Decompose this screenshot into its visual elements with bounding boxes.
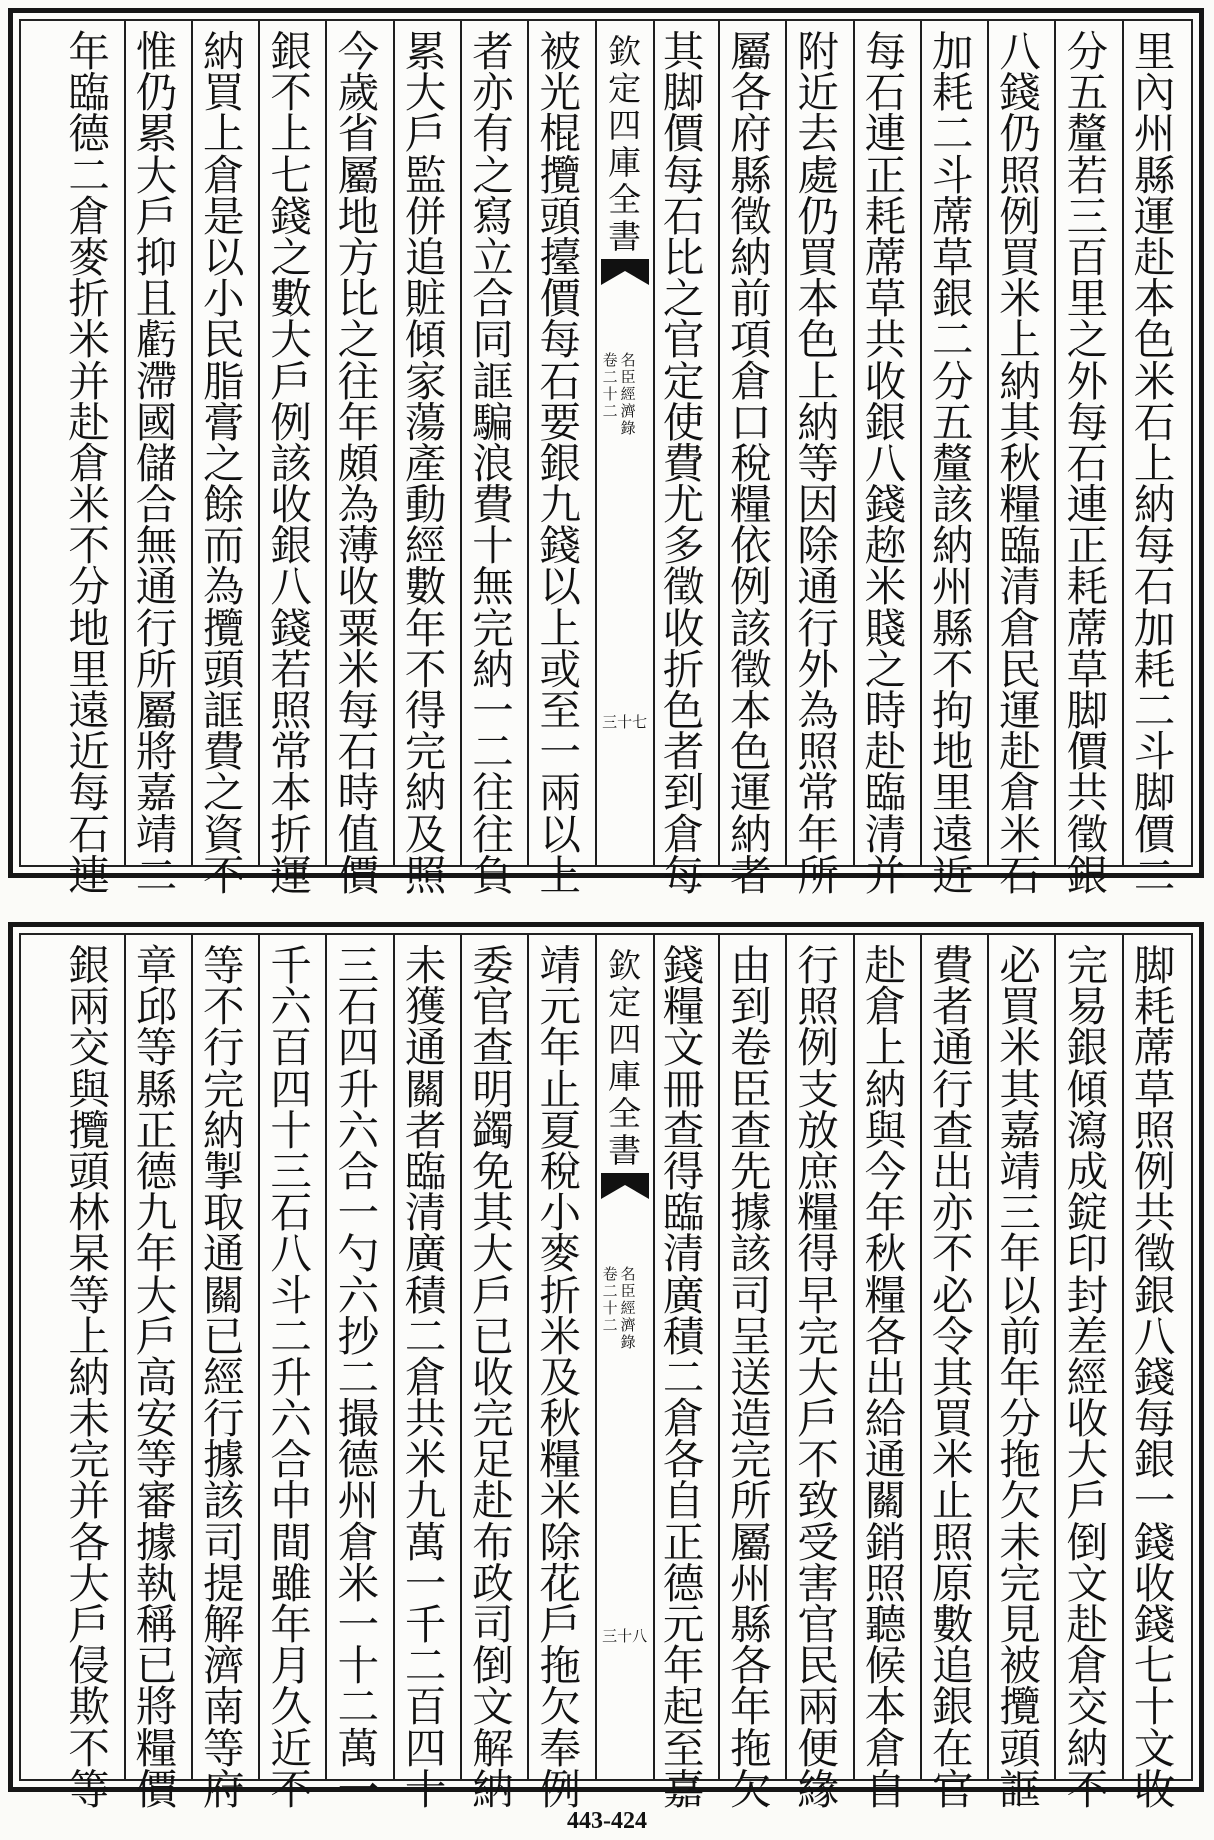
column-rule xyxy=(718,21,720,865)
column-rule xyxy=(853,935,855,1779)
text-column-left-3: 累 大 戶 監 併 追 賍 傾 家 蕩 產 動 經 數 年 不 得 完 納 及 照 xyxy=(404,27,447,900)
text-column-right-3: 必 買 米 其 嘉 靖 三 年 以 前 年 分 拖 欠 未 完 見 被 攬 頭 誆 xyxy=(999,941,1041,1814)
text-column-left-8: 年 臨 德 二 倉 麥 折 米 并 赴 倉 米 不 分 地 里 遠 近 每 石 連 xyxy=(68,27,110,900)
fishtail-mark-icon xyxy=(601,1173,649,1199)
column-rule xyxy=(393,935,395,1779)
text-column-left-4: 三 石 四 升 六 合 一 勺 六 抄 二 撮 德 州 倉 米 一 十 二 萬 一 xyxy=(337,941,380,1814)
book-name: 名 臣 經 濟 錄 xyxy=(620,1265,636,1351)
column-rule xyxy=(258,21,260,865)
text-column-right-7: 由 到 卷 臣 查 先 據 該 司 呈 送 造 完 所 屬 州 縣 各 年 拖 欠 xyxy=(730,941,772,1814)
text-column-right-1: 脚 耗 蓆 草 照 例 共 徵 銀 八 錢 每 銀 一 錢 收 錢 七 十 文 收 xyxy=(1133,941,1176,1814)
fishtail-mark-icon xyxy=(601,259,649,285)
book-name: 名 臣 經 濟 錄 xyxy=(620,351,636,437)
text-column-right-7: 屬 各 府 縣 徵 納 前 項 倉 口 稅 糧 依 例 該 徵 本 色 運 納 者 xyxy=(730,27,772,900)
column-rule xyxy=(987,935,989,1779)
column-rule xyxy=(460,21,462,865)
column-rule xyxy=(124,935,126,1779)
text-column-left-1: 靖 元 年 止 夏 稅 小 麥 折 米 及 秋 糧 米 除 花 戶 拖 欠 奉 例 xyxy=(539,941,582,1814)
column-rule xyxy=(325,935,327,1779)
column-rule xyxy=(527,935,529,1779)
column-rule xyxy=(124,21,126,865)
text-column-left-3: 未 獲 通 關 者 臨 清 廣 積 二 倉 共 米 九 萬 一 千 二 百 四 十 xyxy=(404,941,447,1814)
text-column-left-6: 等 不 行 完 納 掣 取 通 關 已 經 行 據 該 司 提 解 濟 南 等 府 xyxy=(203,941,245,1814)
page-top-frame xyxy=(19,19,1193,900)
center-fold-column xyxy=(595,21,655,865)
column-rule xyxy=(258,935,260,1779)
page-bottom xyxy=(8,922,1204,1814)
volume-number: 卷 二 十 二 xyxy=(602,351,618,420)
page-number-footer: 443-424 xyxy=(567,1808,647,1834)
library-title: 欽 定 四 庫 全 書 xyxy=(608,946,642,1170)
column-rule xyxy=(1122,935,1124,1779)
text-column-right-8: 錢 糧 文 冊 查 得 臨 清 廣 積 二 倉 各 自 正 德 元 年 起 至 嘉 xyxy=(662,941,705,1814)
text-column-right-5: 每 石 連 正 耗 蓆 草 共 收 銀 八 錢 趂 米 賤 之 時 赴 臨 清 并 xyxy=(864,27,907,900)
text-column-right-8: 其 脚 價 每 石 比 之 官 定 使 費 尤 多 徵 收 折 色 者 到 倉 每 xyxy=(662,27,705,900)
column-rule xyxy=(1054,935,1056,1779)
column-rule xyxy=(785,21,787,865)
column-rule xyxy=(527,21,529,865)
column-rule xyxy=(1122,21,1124,865)
page-bottom-frame xyxy=(19,933,1193,1814)
column-rule xyxy=(785,935,787,1779)
text-column-left-8: 銀 兩 交 與 攬 頭 林 杲 等 上 納 未 完 并 各 大 戶 侵 欺 不 等 xyxy=(68,941,110,1814)
text-column-left-7: 章 邱 等 縣 正 德 九 年 大 戶 高 安 等 審 據 執 稱 已 將 糧 價 xyxy=(135,941,178,1814)
text-column-left-6: 納 買 上 倉 是 以 小 民 脂 膏 之 餘 而 為 攬 頭 誆 費 之 資 不 xyxy=(203,27,245,900)
column-rule xyxy=(1054,21,1056,865)
leaf-number: 三十七 xyxy=(602,713,648,731)
text-column-right-5: 赴 倉 上 納 與 今 年 秋 糧 各 出 給 通 關 銷 照 聽 候 本 倉 自 xyxy=(864,941,907,1814)
center-fold-column xyxy=(595,935,655,1779)
column-rule xyxy=(191,21,193,865)
volume-number: 卷 二 十 二 xyxy=(602,1265,618,1334)
column-rule xyxy=(987,21,989,865)
text-column-right-1: 里 內 州 縣 運 赴 本 色 米 石 上 納 每 石 加 耗 二 斗 脚 價 二 xyxy=(1133,27,1176,900)
text-column-right-2: 完 易 銀 傾 瀉 成 錠 印 封 差 經 收 大 戶 倒 文 赴 倉 交 納 不 xyxy=(1066,941,1109,1814)
page-top xyxy=(8,8,1204,900)
text-column-right-4: 費 者 通 行 查 出 亦 不 必 令 其 買 米 止 照 原 數 追 銀 在 官 xyxy=(932,941,974,1814)
text-column-left-4: 今 歲 省 屬 地 方 比 之 往 年 頗 為 薄 收 粟 米 每 石 時 值 價 xyxy=(337,27,380,900)
column-rule xyxy=(920,935,922,1779)
text-column-right-4: 加 耗 二 斗 蓆 草 銀 二 分 五 釐 該 納 州 縣 不 拘 地 里 遠 近 xyxy=(932,27,974,900)
library-title: 欽 定 四 庫 全 書 xyxy=(608,32,642,256)
column-rule xyxy=(460,935,462,1779)
text-column-right-2: 分 五 釐 若 三 百 里 之 外 每 石 連 正 耗 蓆 草 脚 價 共 徵 銀 xyxy=(1066,27,1109,900)
text-column-left-2: 者 亦 有 之 寫 立 合 同 誆 騙 浪 費 十 無 完 納 一 二 往 往 負 xyxy=(472,27,514,900)
column-rule xyxy=(325,21,327,865)
column-rule xyxy=(920,21,922,865)
text-column-left-5: 千 六 百 四 十 三 石 八 斗 二 升 六 合 中 間 雖 年 月 久 近 不 xyxy=(270,941,312,1814)
column-rule xyxy=(191,935,193,1779)
column-rule xyxy=(718,935,720,1779)
text-column-left-2: 委 官 查 明 蠲 免 其 大 戶 已 收 完 足 赴 布 政 司 倒 文 解 納 xyxy=(472,941,514,1814)
text-column-left-5: 銀 不 上 七 錢 之 數 大 戶 例 該 收 銀 八 錢 若 照 常 本 折 運 xyxy=(270,27,312,900)
text-column-right-6: 附 近 去 處 仍 買 本 色 上 納 等 因 除 通 行 外 為 照 常 年 所 xyxy=(797,27,839,900)
text-column-left-1: 被 光 棍 攬 頭 擡 價 每 石 要 銀 九 錢 以 上 或 至 一 兩 以 上 xyxy=(539,27,582,900)
text-column-right-6: 行 照 例 支 放 庶 糧 得 早 完 大 戶 不 致 受 害 官 民 兩 便 緣 xyxy=(797,941,839,1814)
text-column-right-3: 八 錢 仍 照 例 買 米 上 納 其 秋 糧 臨 清 倉 民 運 赴 倉 米 石 xyxy=(999,27,1041,900)
text-column-left-7: 惟 仍 累 大 戶 抑 且 虧 滯 國 儲 合 無 通 行 所 屬 將 嘉 靖 二 xyxy=(135,27,178,900)
column-rule xyxy=(393,21,395,865)
column-rule xyxy=(853,21,855,865)
leaf-number: 三十八 xyxy=(602,1627,648,1645)
